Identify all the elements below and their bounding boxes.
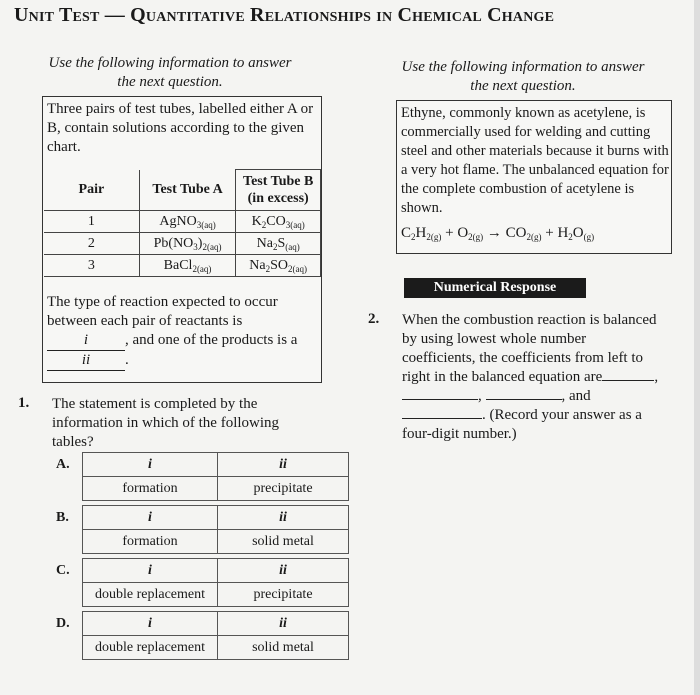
option-c-letter: C. — [56, 563, 70, 578]
q2-comma-1: , — [654, 369, 659, 385]
combustion-equation: $C_2H_{2(g)} + O_{2(g)} \to CO_{2(g)} + H_2O_{(g)}$ — [401, 225, 595, 242]
option-c-table[interactable] — [82, 558, 349, 607]
option-d-head-ii: ii — [218, 612, 349, 636]
option-b-head-i: i — [83, 506, 218, 530]
q2-line-3: coefficients, the coefficients from left to — [402, 350, 644, 366]
chart-pair-2: 2 — [44, 233, 139, 255]
option-b-letter: B. — [56, 510, 69, 525]
statement-end: . — [125, 352, 129, 368]
chart-a-1: AgNO$_{3(aq)}$ — [139, 211, 236, 233]
reaction-statement — [47, 293, 317, 371]
q2-line-1: When the combustion reaction is balanced — [402, 312, 657, 328]
q2-text — [402, 311, 692, 444]
q2-blank-1[interactable] — [602, 380, 654, 381]
statement-line-2: between each pair of reactants is — [47, 313, 243, 329]
option-a-i: formation — [83, 477, 218, 501]
page-title — [14, 4, 694, 27]
chart-a-2: $Pb(NO_3)_{2(aq)}$ — [139, 233, 236, 255]
chart-b-3: $Na_2SO_{2(aq)}$ — [236, 255, 321, 277]
blank-ii: ii — [47, 351, 125, 371]
option-d-i: double replacement — [83, 636, 218, 660]
option-b-head-ii: ii — [218, 506, 349, 530]
q2-blank-2[interactable] — [402, 399, 478, 400]
option-d-head-i: i — [83, 612, 218, 636]
right-info-box — [396, 100, 672, 254]
left-box-text: Three pairs of test tubes, labelled either A or B, contain solutions according to the given chart. — [47, 101, 314, 155]
right-intro: Use the following information to answer the next question. — [401, 59, 645, 94]
option-c-i: double replacement — [83, 583, 218, 607]
q1-text: The statement is completed by the information in which of the following tables? — [52, 396, 280, 450]
statement-line-1: The type of reaction expected to occur — [47, 294, 278, 310]
chart-a-3: BaCl$_{2(aq)}$ — [139, 255, 236, 277]
blank-i: i — [47, 331, 125, 351]
option-c-head-i: i — [83, 559, 218, 583]
q2-number: 2. — [368, 311, 380, 327]
option-a-letter: A. — [56, 457, 70, 472]
option-a-head-ii: ii — [218, 453, 349, 477]
numerical-response-banner: Numerical Response — [404, 278, 586, 298]
option-a-head-i: i — [83, 453, 218, 477]
q1-number: 1. — [18, 395, 30, 411]
q2-line-4: right in the balanced equation are — [402, 369, 603, 385]
page-title-text: Unit Test — Quantitative Relationships in Chemical Change — [14, 4, 555, 26]
option-d-ii: solid metal — [218, 636, 349, 660]
left-intro: Use the following information to answer the next question. — [48, 55, 292, 90]
reactant-chart — [44, 169, 321, 277]
option-b-table[interactable] — [82, 505, 349, 554]
q2-blank-4[interactable] — [402, 418, 482, 419]
chart-b-1: $K_2CO_{3(aq)}$ — [236, 211, 321, 233]
chart-pair-1: 1 — [44, 211, 139, 233]
option-d-table[interactable] — [82, 611, 349, 660]
page-edge — [694, 0, 700, 695]
chart-pair-3: 3 — [44, 255, 139, 277]
statement-line-3: , and one of the products is a — [125, 332, 298, 348]
option-c-ii: precipitate — [218, 583, 349, 607]
option-a-ii: precipitate — [218, 477, 349, 501]
option-d-letter: D. — [56, 616, 70, 631]
option-b-i: formation — [83, 530, 218, 554]
q2-record: . (Record your answer as a — [482, 407, 642, 423]
option-a-table[interactable] — [82, 452, 349, 501]
q2-line-2: by using lowest whole number — [402, 331, 587, 347]
q2-comma-2: , — [478, 388, 486, 404]
left-info-box — [42, 96, 322, 383]
chart-header-a: Test Tube A — [139, 170, 236, 211]
q2-and: , and — [561, 388, 591, 404]
right-box-text: Ethyne, commonly known as acetylene, is commercially used for welding and cutting steel and other materials because it burns with a very hot flame. The unbalanced equation for the complete combustion of acetylene is shown. — [401, 105, 669, 216]
chart-header-pair: Pair — [44, 170, 139, 211]
chart-header-b: Test Tube B (in excess) — [236, 170, 321, 211]
q2-blank-3[interactable] — [486, 399, 562, 400]
option-b-ii: solid metal — [218, 530, 349, 554]
option-c-head-ii: ii — [218, 559, 349, 583]
q2-line-last: four-digit number.) — [402, 426, 517, 442]
chart-b-2: $Na_2S_{(aq)}$ — [236, 233, 321, 255]
